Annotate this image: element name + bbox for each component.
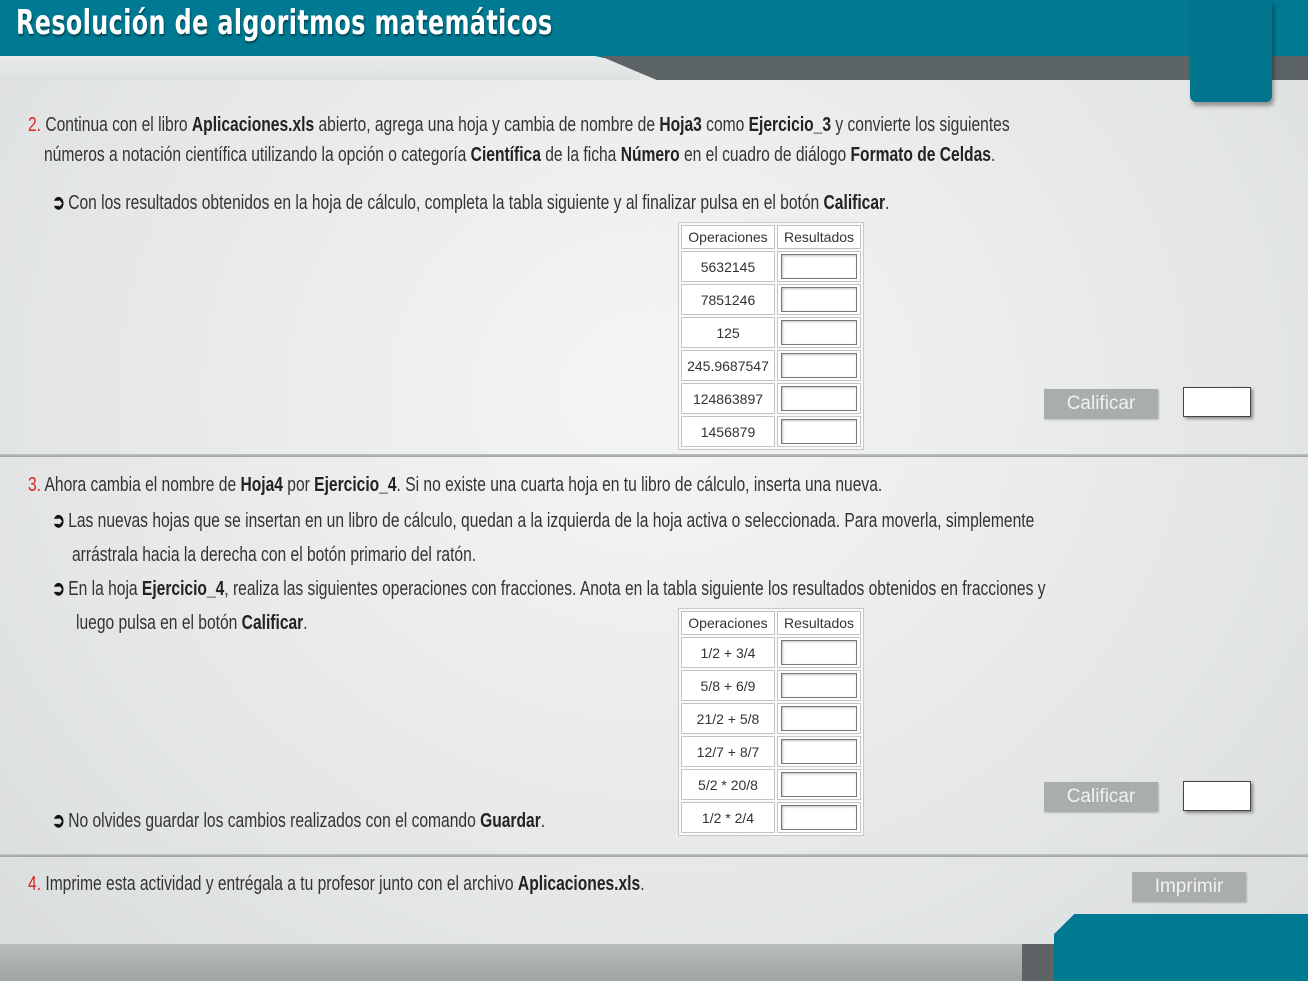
operation-cell: 12/7 + 8/7 <box>681 736 775 767</box>
bullet-text: No olvides guardar los cambios realizados con el comando <box>68 810 481 832</box>
result-cell <box>777 416 861 447</box>
table-section2 <box>678 222 864 450</box>
bullet-text: En la hoja <box>68 578 142 600</box>
operation-cell: 5/8 + 6/9 <box>681 670 775 701</box>
section3-text: . Si no existe una cuarta hoja en tu libro de cálculo, inserta una nueva. <box>396 474 883 496</box>
result-cell <box>777 251 861 282</box>
section2-text: de la ficha <box>540 144 621 166</box>
header-tab <box>1190 0 1272 102</box>
result-cell <box>777 802 861 833</box>
section3-bullet3 <box>52 806 545 836</box>
table-row <box>681 416 861 447</box>
table-row <box>681 637 861 668</box>
col-operaciones: Operaciones <box>681 611 775 635</box>
section2-line1 <box>28 110 1010 140</box>
result-input[interactable] <box>781 673 857 698</box>
footer-band-dark <box>1022 944 1054 981</box>
button-ref: Calificar <box>241 612 304 634</box>
table-row <box>681 736 861 767</box>
section2-text: en el cuadro de diálogo <box>679 144 851 166</box>
page-title: Resolución de algoritmos matemáticos <box>16 3 553 43</box>
header-bar <box>0 0 1308 80</box>
score-field-section3 <box>1183 781 1251 811</box>
section3-text: por <box>282 474 315 496</box>
result-input[interactable] <box>781 706 857 731</box>
section2-text: y convierte los siguientes <box>831 114 1010 136</box>
section2-line2 <box>44 140 995 170</box>
bullet-text: luego pulsa en el botón <box>76 612 242 634</box>
sheet-name: Hoja4 <box>240 474 283 496</box>
arrow-icon: ➲ <box>52 192 66 214</box>
table-row <box>681 284 861 315</box>
dialog-name: Formato de Celdas <box>850 144 991 166</box>
button-ref: Calificar <box>823 192 886 214</box>
result-cell <box>777 637 861 668</box>
print-button[interactable]: Imprimir <box>1132 872 1246 902</box>
score-field-section2 <box>1183 387 1251 417</box>
operation-cell: 1/2 * 2/4 <box>681 802 775 833</box>
operation-cell: 21/2 + 5/8 <box>681 703 775 734</box>
bullet-text: , realiza las siguientes operaciones con fracciones. Anota en la tabla siguiente los resultados obtenidos en fracciones y <box>224 578 1046 600</box>
bullet-text: . <box>540 810 546 832</box>
section4-line <box>28 869 645 899</box>
section2-bullet <box>52 188 889 218</box>
table-row <box>681 802 861 833</box>
section2-text: abierto, agrega una hoja y cambia de nombre de <box>314 114 660 136</box>
result-input[interactable] <box>781 772 857 797</box>
sheet-name: Ejercicio_4 <box>314 474 397 496</box>
section3-bullet2 <box>52 574 1046 604</box>
command-name: Guardar <box>480 810 541 832</box>
col-resultados: Resultados <box>777 611 861 635</box>
result-cell <box>777 383 861 414</box>
result-cell <box>777 736 861 767</box>
footer-band <box>0 944 1060 981</box>
table-row <box>681 703 861 734</box>
operation-cell: 5632145 <box>681 251 775 282</box>
file-name: Aplicaciones.xls <box>191 114 315 136</box>
section2-text: números a notación científica utilizando la opción o categoría <box>44 144 471 166</box>
bullet-text: . <box>885 192 890 214</box>
tab-name: Número <box>620 144 680 166</box>
operation-cell: 7851246 <box>681 284 775 315</box>
footer-tab <box>1054 914 1308 981</box>
operation-cell: 5/2 * 20/8 <box>681 769 775 800</box>
col-operaciones: Operaciones <box>681 225 775 249</box>
arrow-icon: ➲ <box>52 810 66 832</box>
result-input[interactable] <box>781 805 857 830</box>
table-row <box>681 670 861 701</box>
table-row <box>681 383 861 414</box>
calificar-button-section2[interactable]: Calificar <box>1044 389 1158 419</box>
table-section3 <box>678 608 864 836</box>
operation-cell: 125 <box>681 317 775 348</box>
result-cell <box>777 350 861 381</box>
section4-text: Imprime esta actividad y entrégala a tu profesor junto con el archivo <box>45 873 518 895</box>
result-input[interactable] <box>781 254 857 279</box>
result-cell <box>777 317 861 348</box>
table-row <box>681 317 861 348</box>
result-cell <box>777 670 861 701</box>
bullet-text: Las nuevas hojas que se insertan en un libro de cálculo, quedan a la izquierda de la hoja activa o seleccionada. Para moverla, simplemente <box>68 510 1035 532</box>
table-row <box>681 769 861 800</box>
file-name: Aplicaciones.xls <box>517 873 641 895</box>
operation-cell: 1456879 <box>681 416 775 447</box>
result-cell <box>777 703 861 734</box>
result-input[interactable] <box>781 640 857 665</box>
section3-line1 <box>28 470 882 500</box>
result-input[interactable] <box>781 353 857 378</box>
category-name: Científica <box>470 144 541 166</box>
result-input[interactable] <box>781 287 857 312</box>
section3-bullet1-line2: arrástrala hacia la derecha con el botón primario del ratón. <box>72 544 477 566</box>
section2-text: Continua con el libro <box>45 114 192 136</box>
section2-text: como <box>701 114 749 136</box>
operation-cell: 124863897 <box>681 383 775 414</box>
divider <box>0 854 1308 857</box>
table-row <box>681 350 861 381</box>
table-row <box>681 251 861 282</box>
table-header <box>681 611 861 635</box>
result-input[interactable] <box>781 386 857 411</box>
result-input[interactable] <box>781 739 857 764</box>
result-cell <box>777 284 861 315</box>
sheet-name: Ejercicio_4 <box>141 578 225 600</box>
section2-number: 2. <box>28 114 42 136</box>
sheet-name: Hoja3 <box>659 114 702 136</box>
header-shadow-light <box>0 56 640 80</box>
arrow-icon: ➲ <box>52 578 66 600</box>
section3-bullet2-line2 <box>76 608 308 638</box>
calificar-button-section3[interactable]: Calificar <box>1044 782 1158 812</box>
table-header <box>681 225 861 249</box>
operation-cell: 1/2 + 3/4 <box>681 637 775 668</box>
section3-number: 3. <box>28 474 42 496</box>
section4-number: 4. <box>28 873 42 895</box>
section3-bullet1 <box>52 506 1034 536</box>
result-input[interactable] <box>781 419 857 444</box>
section2-text: . <box>990 144 996 166</box>
divider <box>0 454 1308 457</box>
result-input[interactable] <box>781 320 857 345</box>
bullet-text: . <box>303 612 308 634</box>
arrow-icon: ➲ <box>52 510 66 532</box>
section3-text: Ahora cambia el nombre de <box>44 474 241 496</box>
operation-cell: 245.9687547 <box>681 350 775 381</box>
bullet-text: Con los resultados obtenidos en la hoja de cálculo, completa la tabla siguiente y al finalizar pulsa en el botón <box>68 192 824 214</box>
col-resultados: Resultados <box>777 225 861 249</box>
section4-text: . <box>640 873 645 895</box>
result-cell <box>777 769 861 800</box>
sheet-name: Ejercicio_3 <box>748 114 832 136</box>
